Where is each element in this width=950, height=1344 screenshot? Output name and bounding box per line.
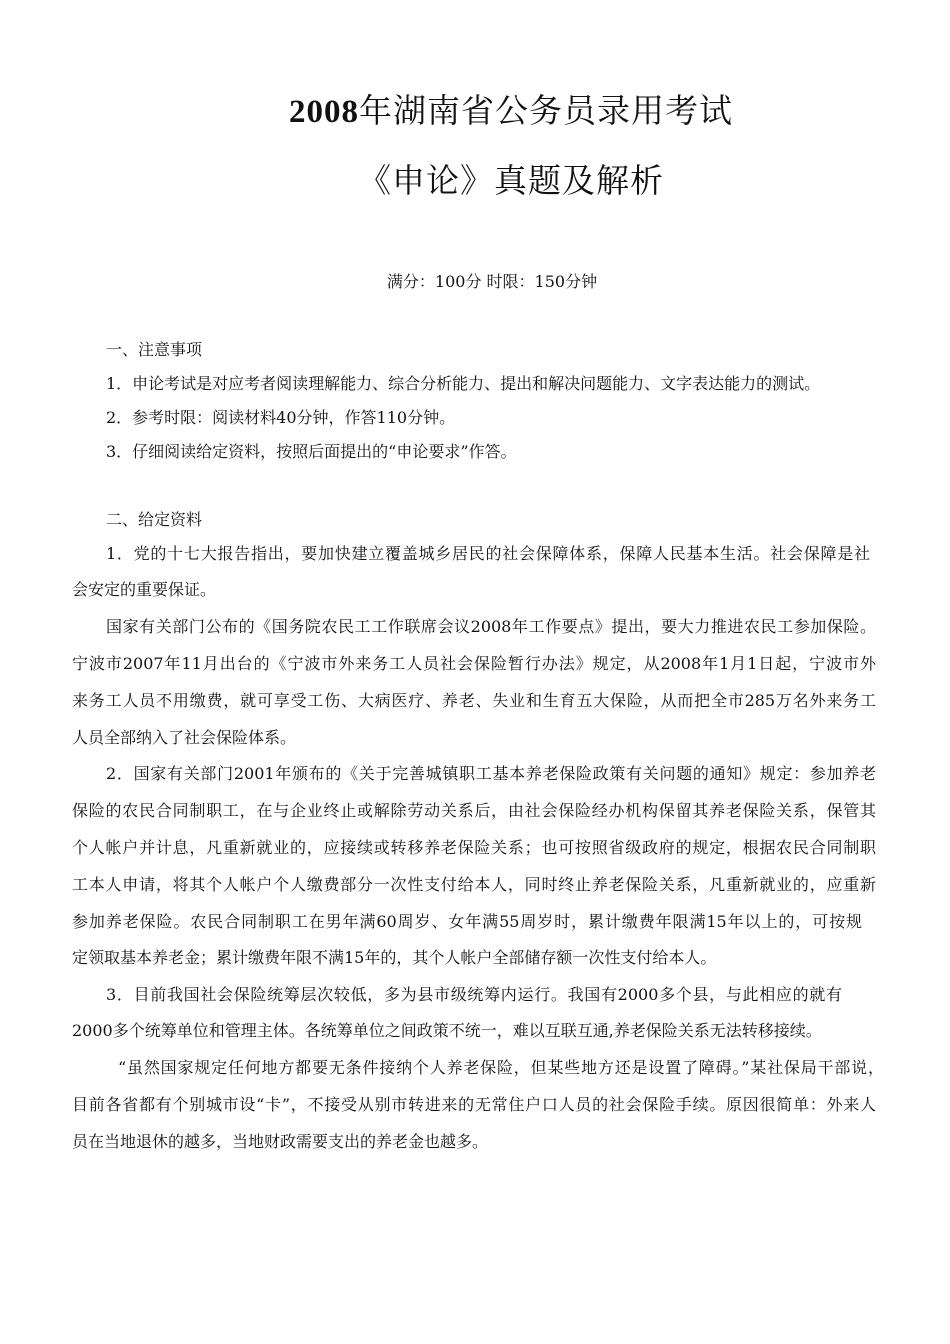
materials-line: 参加养老保险。农民合同制职工在男年满60周岁、女年满55周岁时，累计缴费年限满15年以上的，可按规 (72, 912, 862, 931)
title-year: 2008 (289, 94, 359, 130)
materials-line: 目前各省都有个别城市设“卡”，不接受从别市转进来的无常住户口人员的社会保险手续。原因很简单：外来人 (72, 1095, 876, 1114)
materials-line: 3．目前我国社会保险统筹层次较低，多为县市级统筹内运行。我国有2000多个县，与此相应的就有 (106, 985, 842, 1004)
notes-item-1: 1．申论考试是对应考者阅读理解能力、综合分析能力、提出和解决问题能力、文字表达能力的测试。 (106, 374, 821, 393)
materials-line: 来务工人员不用缴费，就可享受工伤、大病医疗、养老、失业和生育五大保险，从而把全市285万名外来务工 (72, 691, 876, 710)
materials-line: 人员全部纳入了社会保险体系。 (72, 728, 297, 747)
document-subtitle: 《申论》真题及解析 (358, 161, 664, 200)
notes-heading: 一、注意事项 (106, 340, 203, 359)
materials-line: 宁波市2007年11月出台的《宁波市外来务工人员社会保险暂行办法》规定，从2008年1月1日起，宁波市外 (72, 654, 876, 673)
materials-line: 1．党的十七大报告指出，要加快建立覆盖城乡居民的社会保障体系，保障人民基本生活。社会保障是社 (106, 544, 870, 563)
materials-line: “虽然国家规定任何地方都要无条件接纳个人养老保险，但某些地方还是设置了障碍。”某社保局干部说， (118, 1058, 884, 1077)
notes-item-3: 3．仔细阅读给定资料，按照后面提出的“申论要求”作答。 (106, 442, 517, 461)
materials-line: 国家有关部门公布的《国务院农民工工作联席会议2008年工作要点》提出，要大力推进农民工参加保险。 (106, 617, 876, 636)
materials-line: 个人帐户并计息，凡重新就业的，应接续或转移养老保险关系；也可按照省级政府的规定，根据农民合同制职 (72, 838, 876, 857)
materials-line: 保险的农民合同制职工，在与企业终止或解除劳动关系后，由社会保险经办机构保留其养老保险关系，保管其 (72, 801, 876, 820)
materials-line: 会安定的重要保证。 (72, 580, 217, 599)
document-title (0, 88, 950, 135)
materials-line: 定领取基本养老金；累计缴费年限不满15年的，其个人帐户全部储存额一次性支付给本人。 (72, 948, 717, 967)
title-text: 年湖南省公务员录用考试 (359, 91, 733, 130)
materials-line: 2．国家有关部门2001年颁布的《关于完善城镇职工基本养老保险政策有关问题的通知》规定：参加养老 (106, 764, 876, 783)
notes-item-2: 2．参考时限：阅读材料40分钟，作答110分钟。 (106, 408, 456, 427)
materials-line: 工本人申请，将其个人帐户个人缴费部分一次性支付给本人，同时终止养老保险关系，凡重新就业的，应重新 (72, 875, 876, 894)
materials-line: 2000多个统筹单位和管理主体。各统筹单位之间政策不统一，难以互联互通,养老保险关系无法转移接续。 (72, 1021, 822, 1040)
materials-line: 员在当地退休的越多，当地财政需要支出的养老金也越多。 (72, 1132, 489, 1151)
exam-meta: 满分：100分 时限：150分钟 (386, 272, 598, 291)
materials-heading: 二、给定资料 (106, 510, 203, 529)
